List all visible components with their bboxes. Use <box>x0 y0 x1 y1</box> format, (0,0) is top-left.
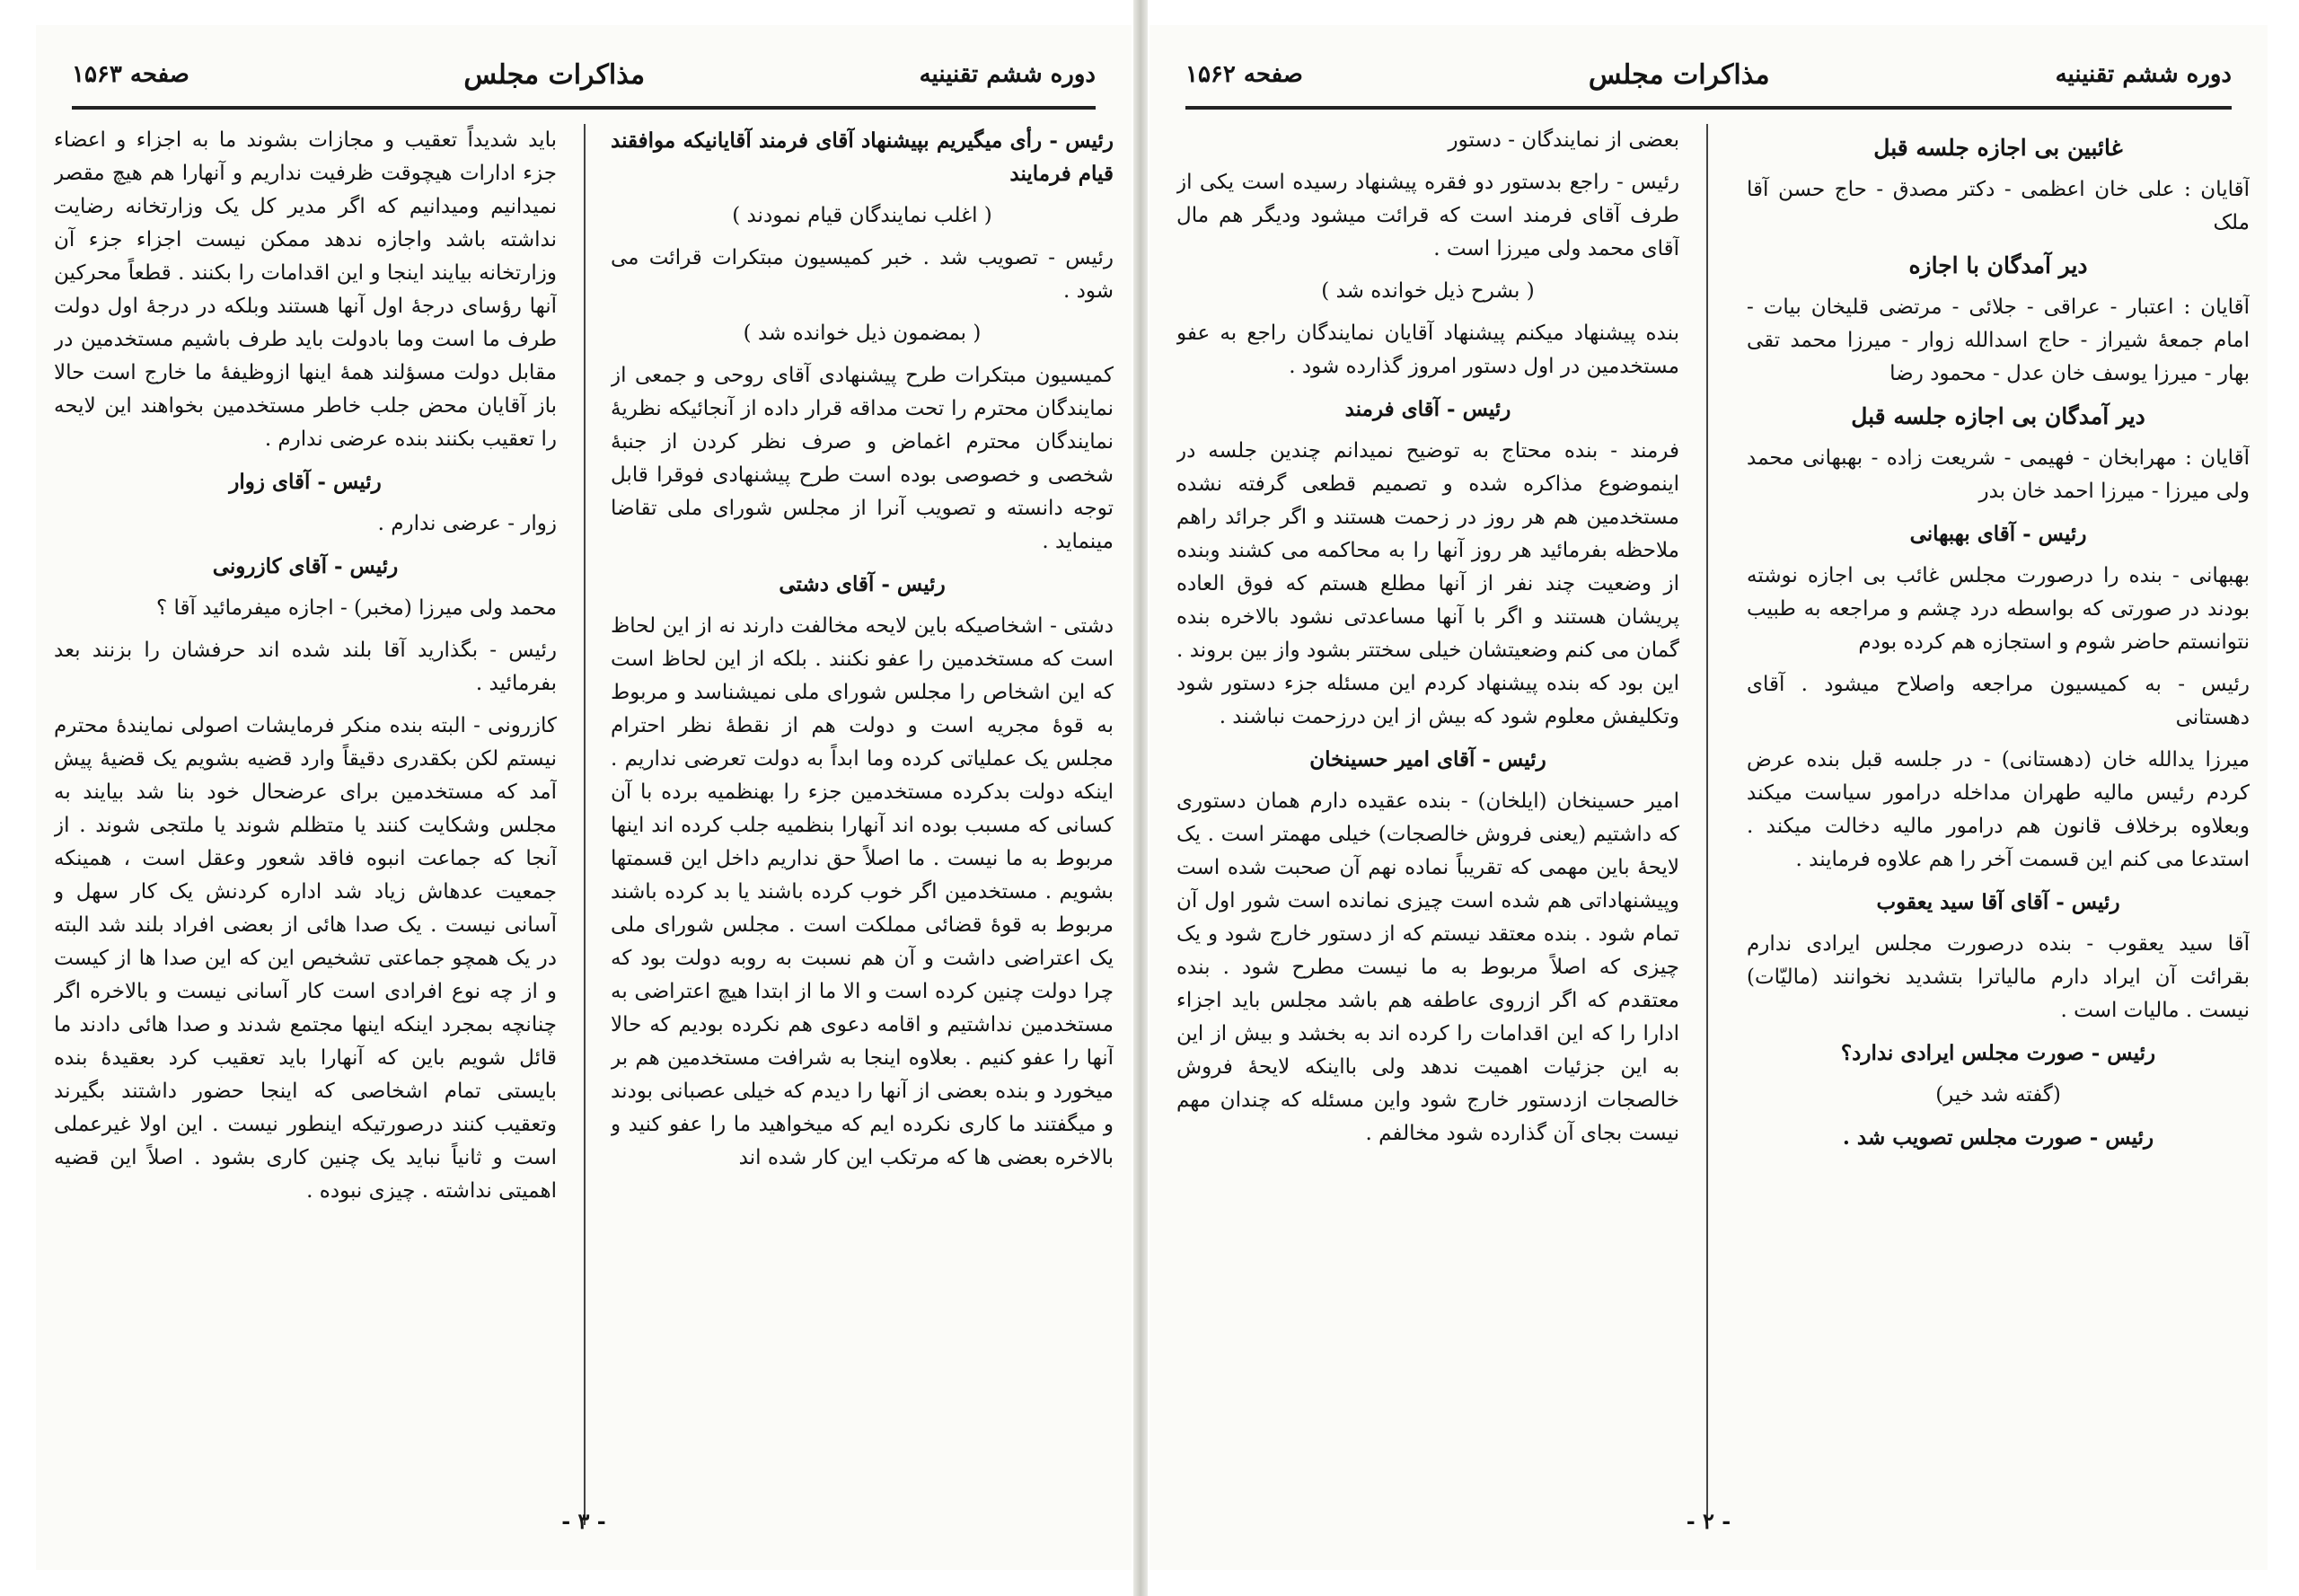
speaker-line: رئیس - آقای زوار <box>229 470 382 494</box>
session-label: دوره ششم تقنینیه <box>2055 61 2232 88</box>
column-divider <box>584 124 586 1525</box>
column-right <box>1747 124 2250 1525</box>
paragraph: کازرونی - البته بنده منکر فرمایشات اصولی نمایندهٔ محترم نیستم لکن بکقدری دقیقاً وارد قضیه بشویم یک قضیهٔ پیش آمد که مستخدمین برای عرضحال خود بنا شد بیایند به مجلس وشکایت کنند یا متظلم شوند یا ملتجی شوند . از آنجا که جماعت انبوه فاقد شعور وعقل است ، همینکه جمعیت عدهاش زیاد شد اداره کردنش یک کار سهل و آسانی نیست . یک صدا هائی از بعضی افراد بلند شد البته در یک همچو جماعتی تشخیص این که این صدا ها از کیست و از چه نوع افرادی است کار آسانی نیست و بالاخره اگر چنانچه بمجرد اینکه اینها مجتمع شدند و صدا هائی دادند ما قائل شویم باین که آنهارا باید تعقیب کرد بعقیدهٔ بنده بایستی تمام اشخاصی که اینجا حضور داشتند بگیرند وتعقیب کنند درصورتیکه اینطور نیست . این اولا غیرعملی است و ثانیاً نباید یک چنین کاری بشود . اصلاً این قضیه اهمیتی نداشته . چیزی نبوده . <box>54 714 557 1203</box>
paragraph: میرزا یدالله خان (دهستانی) - در جلسه قبل بنده عرض کردم رئیس مالیه طهران مداخله درامور سیاست میکند وبعلاوه برخلاف قانون هم درامور مالیه دخالت میکند . استدعا می کنم این قسمت آخر را هم علاوه فرمایند . <box>1747 748 2250 871</box>
header-rule <box>72 106 1096 110</box>
paragraph: رئیس - راجع بدستور دو فقره پیشنهاد رسیده است یکی از طرف آقای فرمند است که قرائت میشود ودیگر هم مال آقای محمد ولی میرزا است . <box>1176 171 1679 260</box>
speaker-line: رئیس - آقای امیر حسینخان <box>1309 747 1546 772</box>
paragraph: دشتی - اشخاصیکه باین لایحه مخالفت دارند نه از این لحاظ است که مستخدمین را عفو نکنند . بلکه از این لحاظ است که این اشخاص را مجلس شورای ملی نمیشناسد و مربوط به قوهٔ مجریه است و دولت هم از نقطهٔ نظر احترام مجلس یک عملیاتی کرده وما ابداً به دولت تعرضی نداریم . اینکه دولت بدکرده مستخدمین جزء را بهنظمیه برده با آن کسانی که مسبب بوده اند آنهارا بنظمیه جلب کرده اند اینها مربوط به ما نیست . ما اصلاً حق نداریم داخل این قسمتها بشویم . مستخدمین اگر خوب کرده باشند یا بد کرده باشند مربوط به قوهٔ قضائی مملکت است . مجلس شورای ملی یک اعتراضی داشت و آن هم نسبت به روبه دولت بود که چرا دولت چنین کرده است و الا ما از ابتدا هیچ اعتراضی به مستخدمین نداشتیم و اقامه دعوی هم نکرده بودیم که حالا آنها را عفو کنیم . بعلاوه اینجا به شرافت مستخدمین هم بر میخورد و بنده بعضی از آنها را دیدم که خیلی عصبانی بودند و میگفتند ما کاری نکرده ایم که میخواهید ما را عفو کنید و بالاخره بعضی ها که مرتکب این کار شده اند <box>611 614 1114 1169</box>
paragraph: کمیسیون مبتکرات طرح پیشنهادی آقای روحی و جمعی از نمایندگان محترم را تحت مداقه قرار داده از آنجائیکه نظریهٔ نمایندگان محترم اغماض و صرف نظر کردن از جنبهٔ شخصی و خصوصی بوده است طرح پیشنهادی فوقرا قابل توجه دانسته و تصویب آنرا از مجلس شورای ملی تقاضا مینماید . <box>611 364 1114 553</box>
paragraph: بعضی از نمایندگان - دستور <box>1448 128 1679 152</box>
paragraph: رئیس - به کمیسیون مراجعه واصلاح میشود . آقای دهستانی <box>1747 673 2250 729</box>
page-1563 <box>36 25 1132 1570</box>
section-heading: غائبین بی اجازه جلسه قبل <box>1873 135 2123 161</box>
column-left <box>1176 124 1679 1525</box>
paragraph: آقا سید یعقوب - بنده درصورت مجلس ایرادی ندارم بقرائت آن ایراد دارم مالیاترا بتشدید نخوانند (مالیّات) نیست . مالیات است . <box>1747 932 2250 1022</box>
paragraph: (گفته شد خیر) <box>1935 1083 2061 1107</box>
header-title: مذاکرات مجلس <box>1588 58 1770 91</box>
speaker-line: رئیس - آقای کازرونی <box>212 554 399 578</box>
paragraph: امیر حسینخان (ایلخان) - بنده عقیده دارم همان دستوری که داشتیم (یعنی فروش خالصجات) خیلی مهمتر است . یک لایحهٔ باین مهمی که تقریباً نماده نهم آن صحبت شده است وپیشنهاداتی هم شده است چیزی نمانده است شور اول آن تمام شود . بنده معتقد نیستم که از دستور خارج شود و یک چیزی که اصلاً مربوط به ما نیست مطرح شود . بنده معتقدم که اگر ازروی عاطفه هم باشد مجلس باید اجزاء ادارا را که این اقدامات را کرده اند به بخشد و بیش از این به این جزئیات اهمیت ندهد ولی بااینکه لایحهٔ فروش خالصجات ازدستور خارج شود واین مسئله که چندان مهم نیست بجای آن گذارده شود مخالفم . <box>1176 789 1679 1145</box>
paragraph: رئیس - بگذارید آقا بلند شده اند حرفشان را بزنند بعد بفرمائید . <box>54 639 557 695</box>
paragraph: باید شدیداً تعقیب و مجازات بشوند ما به اجزاء و اعضاء جزء ادارات هیچوقت ظرفیت نداریم و آنهارا هم هیچ مقصر نمیدانیم ومیدانیم که اگر مدیر کل یک وزارتخانه رضایت نداشته باشد واجازه ندهد ممکن نیست اجزاء جزء آن وزارتخانه بیایند اینجا و این اقدامات را بکنند . قطعاً محرکین آنها رؤسای درجهٔ اول آنها هستند وبلکه در درجهٔ اول دولت طرف ما است وما بادولت باید طرف باشیم مستخدمین در مقابل دولت مسؤلند همهٔ اینها ازوظیفهٔ ما خارج است حالا باز آقایان محض جلب خاطر مستخدمین بخواهند این لایحه را تعقیب بکنند بنده عرضی ندارم . <box>54 128 557 451</box>
paragraph: رئیس - تصویب شد . خبر کمیسیون مبتکرات قرائت می شود . <box>611 246 1114 303</box>
section-heading: دیر آمدگان بی اجازه جلسه قبل <box>1851 403 2145 429</box>
column-divider <box>1706 124 1708 1525</box>
paragraph: بهبهانی - بنده را درصورت مجلس غائب بی اجازه نوشته بودند در صورتی که بواسطه درد چشم و مراجعه به طبیب نتوانستم حاضر شوم و استجازه هم کرده بودم <box>1747 564 2250 654</box>
page-footer-number: - ۳ - <box>561 1508 606 1534</box>
speaker-line: رئیس - آقای دشتی <box>779 572 946 596</box>
section-heading: دیر آمدگان با اجازه <box>1908 252 2088 278</box>
paragraph: ( بشرح ذیل خوانده شد ) <box>1321 279 1535 303</box>
speaker-line: رئیس - آقای بهبهانی <box>1909 522 2087 546</box>
column-left <box>54 124 557 1525</box>
speaker-line: رئیس - صورت مجلس ایرادی ندارد؟ <box>1840 1041 2156 1065</box>
page-1562 <box>1150 25 2268 1570</box>
page-header <box>1185 52 2232 97</box>
speaker-line: رئیس - آقای فرمند <box>1344 397 1511 421</box>
page-header <box>72 52 1096 97</box>
page-number-label: صفحه ۱۵۶۳ <box>72 61 189 88</box>
header-rule <box>1185 106 2232 110</box>
speaker-line: رئیس - رأی میگیریم بپیشنهاد آقای فرمند آقایانیکه موافقند قیام فرمایند <box>611 128 1114 186</box>
session-label: دوره ششم تقنینیه <box>919 61 1096 88</box>
page-footer-number: - ۲ - <box>1686 1508 1731 1534</box>
column-right <box>611 124 1114 1525</box>
paragraph: بنده پیشنهاد میکنم پیشنهاد آقایان نمایندگان راجع به عفو مستخدمین در اول دستور امروز گذارده شود . <box>1176 322 1679 378</box>
speaker-line: رئیس - صورت مجلس تصویب شد . <box>1842 1125 2154 1150</box>
header-title: مذاکرات مجلس <box>463 58 646 91</box>
paragraph: آقایان : مهرابخان - فهیمی - شریعت زاده - بهبهانی محمد ولی میرزا - میرزا احمد خان بدر <box>1747 446 2250 503</box>
paragraph: آقایان : علی خان اعظمی - دکتر مصدق - حاج حسن آقا ملک <box>1747 178 2250 234</box>
paragraph: محمد ولی میرزا (مخبر) - اجازه میفرمائید آقا ؟ <box>156 596 557 620</box>
paragraph: زوار - عرضی ندارم . <box>377 512 557 535</box>
paragraph: ( اغلب نمایندگان قیام نمودند ) <box>732 204 992 227</box>
page-number-label: صفحه ۱۵۶۲ <box>1185 61 1303 88</box>
book-spine <box>1133 0 1148 1596</box>
paragraph: فرمند - بنده محتاج به توضیح نمیدانم چندین جلسه در اینموضوع مذاکره شده و تصمیم قطعی گرفته نشده مستخدمین هم هر روز در زحمت هستند و اگر جرائد راهم ملاحظه بفرمائید هر روز آنها را به محاکمه می کشند وبنده از وضعیت چند نفر از آنها مطلع هستم که فوق العاده پریشان هستند و اگر با آنها مساعدتی نشود بالاخره بنده گمان می کنم وضعیتشان خیلی سختتر بشود واز بین بروند . این بود که بنده پیشنهاد کردم این مسئله جزء دستور شود وتکلیفش معلوم شود که بیش از این درزحمت نباشند . <box>1176 439 1679 728</box>
paragraph: آقایان : اعتبار - عراقی - جلائی - مرتضی قلیخان بیات - امام جمعهٔ شیراز - حاج اسدالله زوار - میرزا محمد تقی بهار - میرزا یوسف خان عدل - محمود رضا <box>1747 295 2250 385</box>
speaker-line: رئیس - آقای آقا سید یعقوب <box>1876 890 2120 914</box>
paragraph: ( بمضمون ذیل خوانده شد ) <box>743 322 982 345</box>
